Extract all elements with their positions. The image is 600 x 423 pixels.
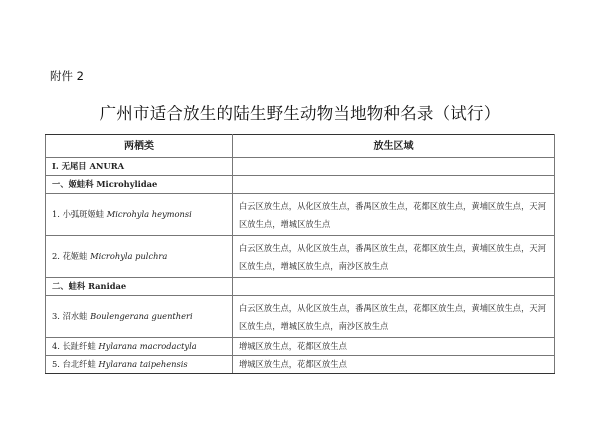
family-label: 一、姬蛙科 Microhylidae <box>46 176 233 194</box>
order-row <box>46 158 555 176</box>
species-table <box>45 134 555 374</box>
species-sci-name: Hylarana taipehensis <box>98 359 188 369</box>
species-number: 4. <box>52 341 60 351</box>
species-row <box>46 236 555 278</box>
species-name <box>46 236 233 278</box>
family-label: 二、蛙科 Ranidae <box>46 278 233 296</box>
species-sci-name: Boulengerana guentheri <box>90 311 193 321</box>
species-name <box>46 296 233 338</box>
family-area-cell <box>233 176 555 194</box>
species-release-area: 增城区放生点，花都区放生点 <box>233 356 555 374</box>
species-sci-name: Hylarana macrodactyla <box>98 341 197 351</box>
species-number: 1. <box>52 209 60 219</box>
species-row <box>46 356 555 374</box>
species-row <box>46 338 555 356</box>
species-release-area: 白云区放生点，从化区放生点，番禺区放生点，花都区放生点，黄埔区放生点，天河区放生点，增城区放生点 <box>233 194 555 236</box>
species-release-area: 白云区放生点，从化区放生点，番禺区放生点，花都区放生点，黄埔区放生点，天河区放生点，增城区放生点，南沙区放生点 <box>233 236 555 278</box>
document-title: 广州市适合放生的陆生野生动物当地物种名录（试行） <box>99 104 501 123</box>
species-cn-name: 台北纤蛙 <box>62 359 96 369</box>
species-cn-name: 沼水蛙 <box>62 311 88 321</box>
species-cn-name: 长趾纤蛙 <box>62 341 96 351</box>
species-cn-name: 小弧斑姬蛙 <box>62 209 105 219</box>
species-release-area: 白云区放生点，从化区放生点，番禺区放生点，花都区放生点，黄埔区放生点，天河区放生点，增城区放生点，南沙区放生点 <box>233 296 555 338</box>
family-row <box>46 176 555 194</box>
species-release-area: 增城区放生点，花都区放生点 <box>233 338 555 356</box>
species-sci-name: Microhyla heymonsi <box>106 209 192 219</box>
header-release-area: 放生区域 <box>233 135 555 158</box>
species-number: 2. <box>52 251 60 261</box>
order-area-cell <box>233 158 555 176</box>
species-cn-name: 花姬蛙 <box>62 251 88 261</box>
species-number: 5. <box>52 359 60 369</box>
species-name <box>46 338 233 356</box>
species-row <box>46 194 555 236</box>
family-row <box>46 278 555 296</box>
family-area-cell <box>233 278 555 296</box>
header-amphibians: 两栖类 <box>46 135 233 158</box>
species-sci-name: Microhyla pulchra <box>90 251 168 261</box>
species-number: 3. <box>52 311 60 321</box>
species-name <box>46 194 233 236</box>
species-name <box>46 356 233 374</box>
table-header-row <box>46 135 555 158</box>
annex-label: 附件 2 <box>50 69 84 83</box>
species-row <box>46 296 555 338</box>
order-label: I. 无尾目 ANURA <box>46 158 233 176</box>
